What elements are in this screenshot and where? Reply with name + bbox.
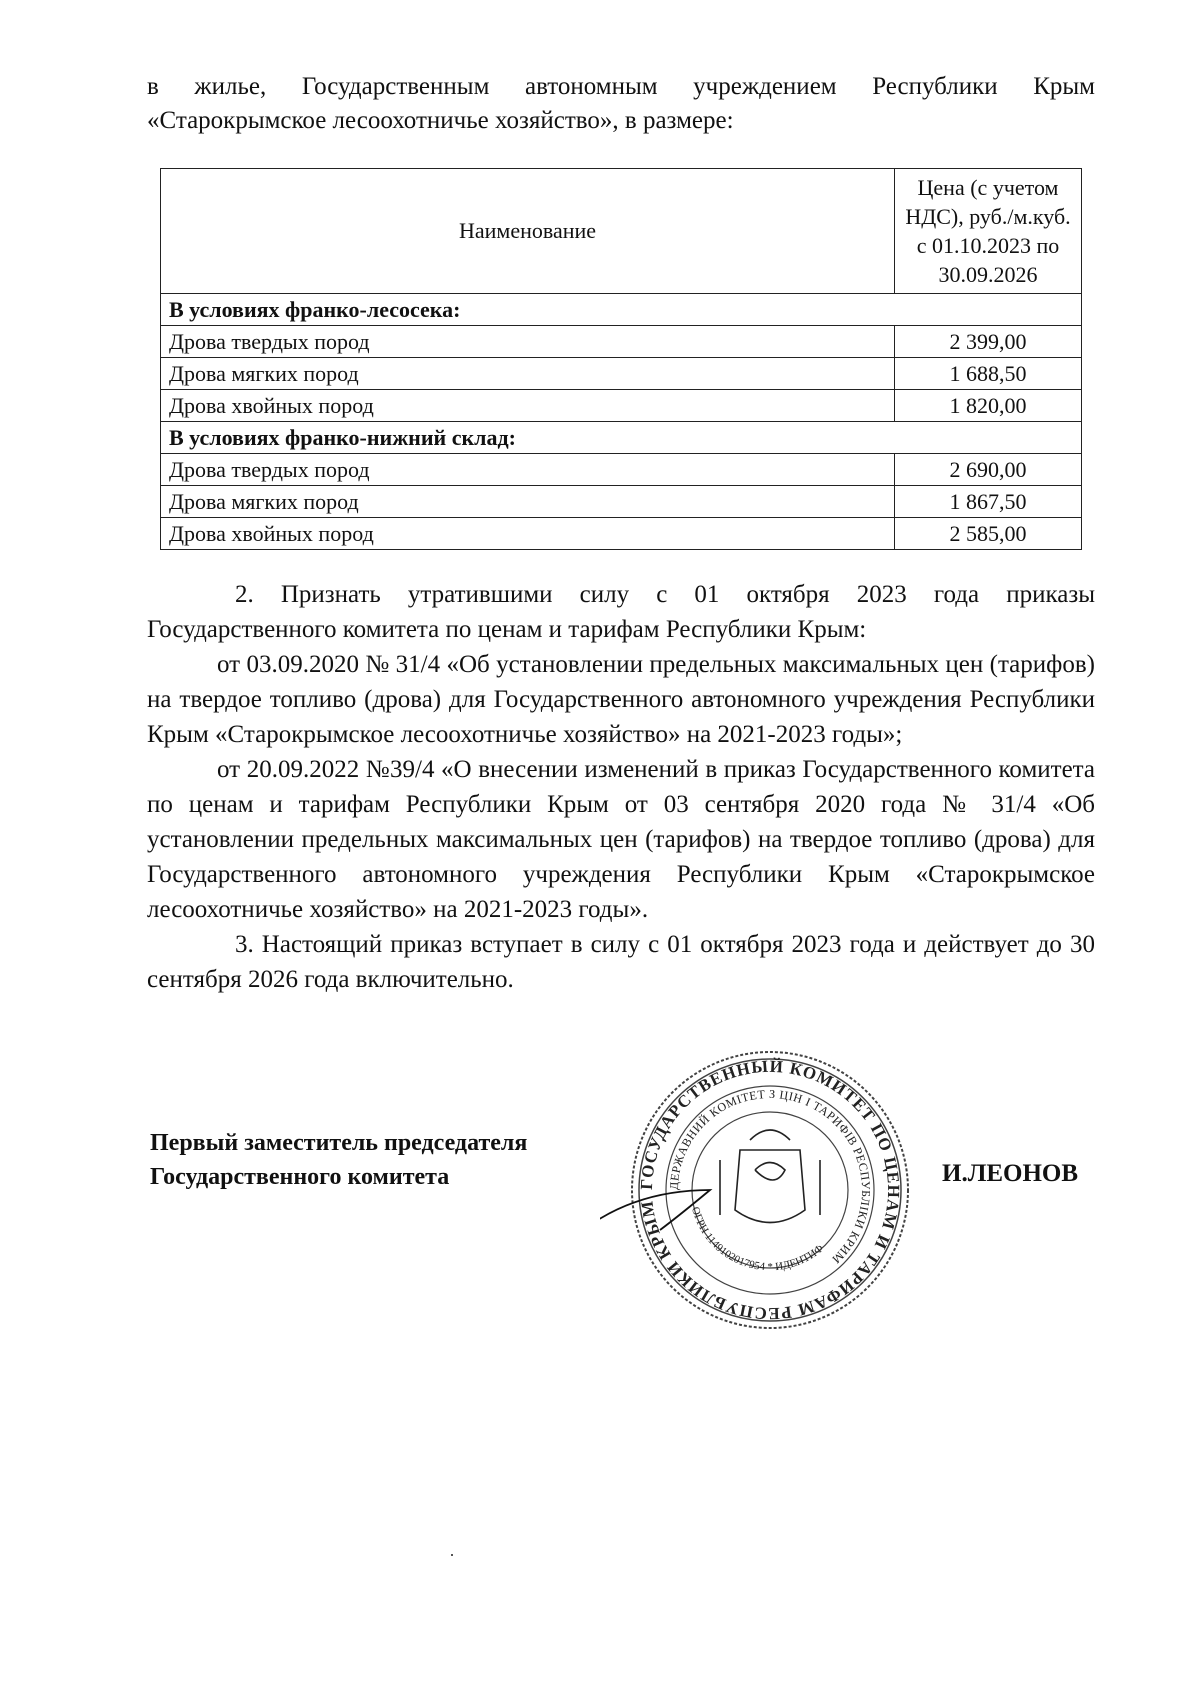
item-price: 1 820,00	[895, 390, 1082, 422]
table-row	[161, 326, 1082, 358]
price-header-line: Цена (с учетом	[917, 175, 1059, 200]
item-name: Дрова хвойных пород	[161, 518, 895, 550]
position-line: Государственного комитета	[150, 1164, 450, 1190]
group-row	[161, 294, 1082, 326]
seal-inner-text: ДЕРЖАВНИЙ КОМІТЕТ З ЦІН І ТАРИФІВ РЕСПУБЛІКИ КРИМ	[666, 1086, 874, 1267]
price-header-line: с 01.10.2023 по	[916, 233, 1060, 258]
intro-text	[147, 70, 1095, 138]
intro-line-1: в жилье, Государственным автономным учреждением Республики Крым	[147, 73, 1095, 100]
price-table	[160, 168, 1082, 550]
signatory-name: И.ЛЕОНОВ	[942, 1160, 1079, 1187]
item-price: 2 399,00	[895, 326, 1082, 358]
table-row	[161, 390, 1082, 422]
column-header-price	[895, 169, 1082, 294]
paragraph-2b: от 20.09.2022 №39/4 «О внесении изменений в приказ Государственного комитета по ценам и тарифам Республики Крым от 03 сентября 2020 года № 31/4 «Об установлении предельных максимальных цен (тарифов) на твердое топливо (дрова) для Государственного автономного учреждения Республики Крым «Старокрымское лесоохотничье хозяйство» на 2021-2023 годы».	[147, 756, 1095, 923]
paragraph-2a: от 03.09.2020 № 31/4 «Об установлении предельных максимальных цен (тарифов) на твердое топливо (дрова) для Государственного автономного учреждения Республики Крым «Старокрымское лесоохотничье хозяйство» на 2021-2023 годы»;	[147, 651, 1095, 748]
item-price: 1 867,50	[895, 486, 1082, 518]
item-price: 2 585,00	[895, 518, 1082, 550]
table-header-row	[161, 169, 1082, 294]
paragraph-2: 2. Признать утратившими силу с 01 октября 2023 года приказы Государственного комитета по ценам и тарифам Республики Крым:	[147, 581, 1095, 643]
position-line: Первый заместитель председателя	[150, 1130, 528, 1156]
table-row	[161, 486, 1082, 518]
seal-outer-text: ГОСУДАРСТВЕННЫЙ КОМИТЕТ ПО ЦЕНАМ И ТАРИФАМ РЕСПУБЛИКИ КРЫМ	[636, 1056, 904, 1324]
column-header-name: Наименование	[161, 169, 895, 294]
item-name: Дрова мягких пород	[161, 358, 895, 390]
intro-line-2: «Старокрымское лесоохотничье хозяйство», в размере:	[147, 107, 734, 134]
group-title: В условиях франко-лесосека:	[161, 294, 1082, 326]
official-seal	[600, 1040, 940, 1340]
item-price: 1 688,50	[895, 358, 1082, 390]
price-header-line: 30.09.2026	[938, 262, 1038, 287]
seal-code-text: ОГРН 1149102017954 * ИДЕНТИФ	[689, 1205, 826, 1274]
item-name: Дрова твердых пород	[161, 326, 895, 358]
signatory-position	[150, 1126, 527, 1194]
group-title: В условиях франко-нижний склад:	[161, 422, 1082, 454]
price-header-line: НДС), руб./м.куб.	[905, 204, 1071, 229]
item-name: Дрова мягких пород	[161, 486, 895, 518]
page-mark	[451, 1554, 453, 1556]
group-row	[161, 422, 1082, 454]
paragraph-3: 3. Настоящий приказ вступает в силу с 01 октября 2023 года и действует до 30 сентября 2026 года включительно.	[147, 931, 1095, 993]
table-row	[161, 518, 1082, 550]
table-row	[161, 358, 1082, 390]
item-name: Дрова твердых пород	[161, 454, 895, 486]
emblem-icon	[720, 1130, 820, 1223]
item-price: 2 690,00	[895, 454, 1082, 486]
order-body	[147, 577, 1095, 997]
table-row	[161, 454, 1082, 486]
item-name: Дрова хвойных пород	[161, 390, 895, 422]
